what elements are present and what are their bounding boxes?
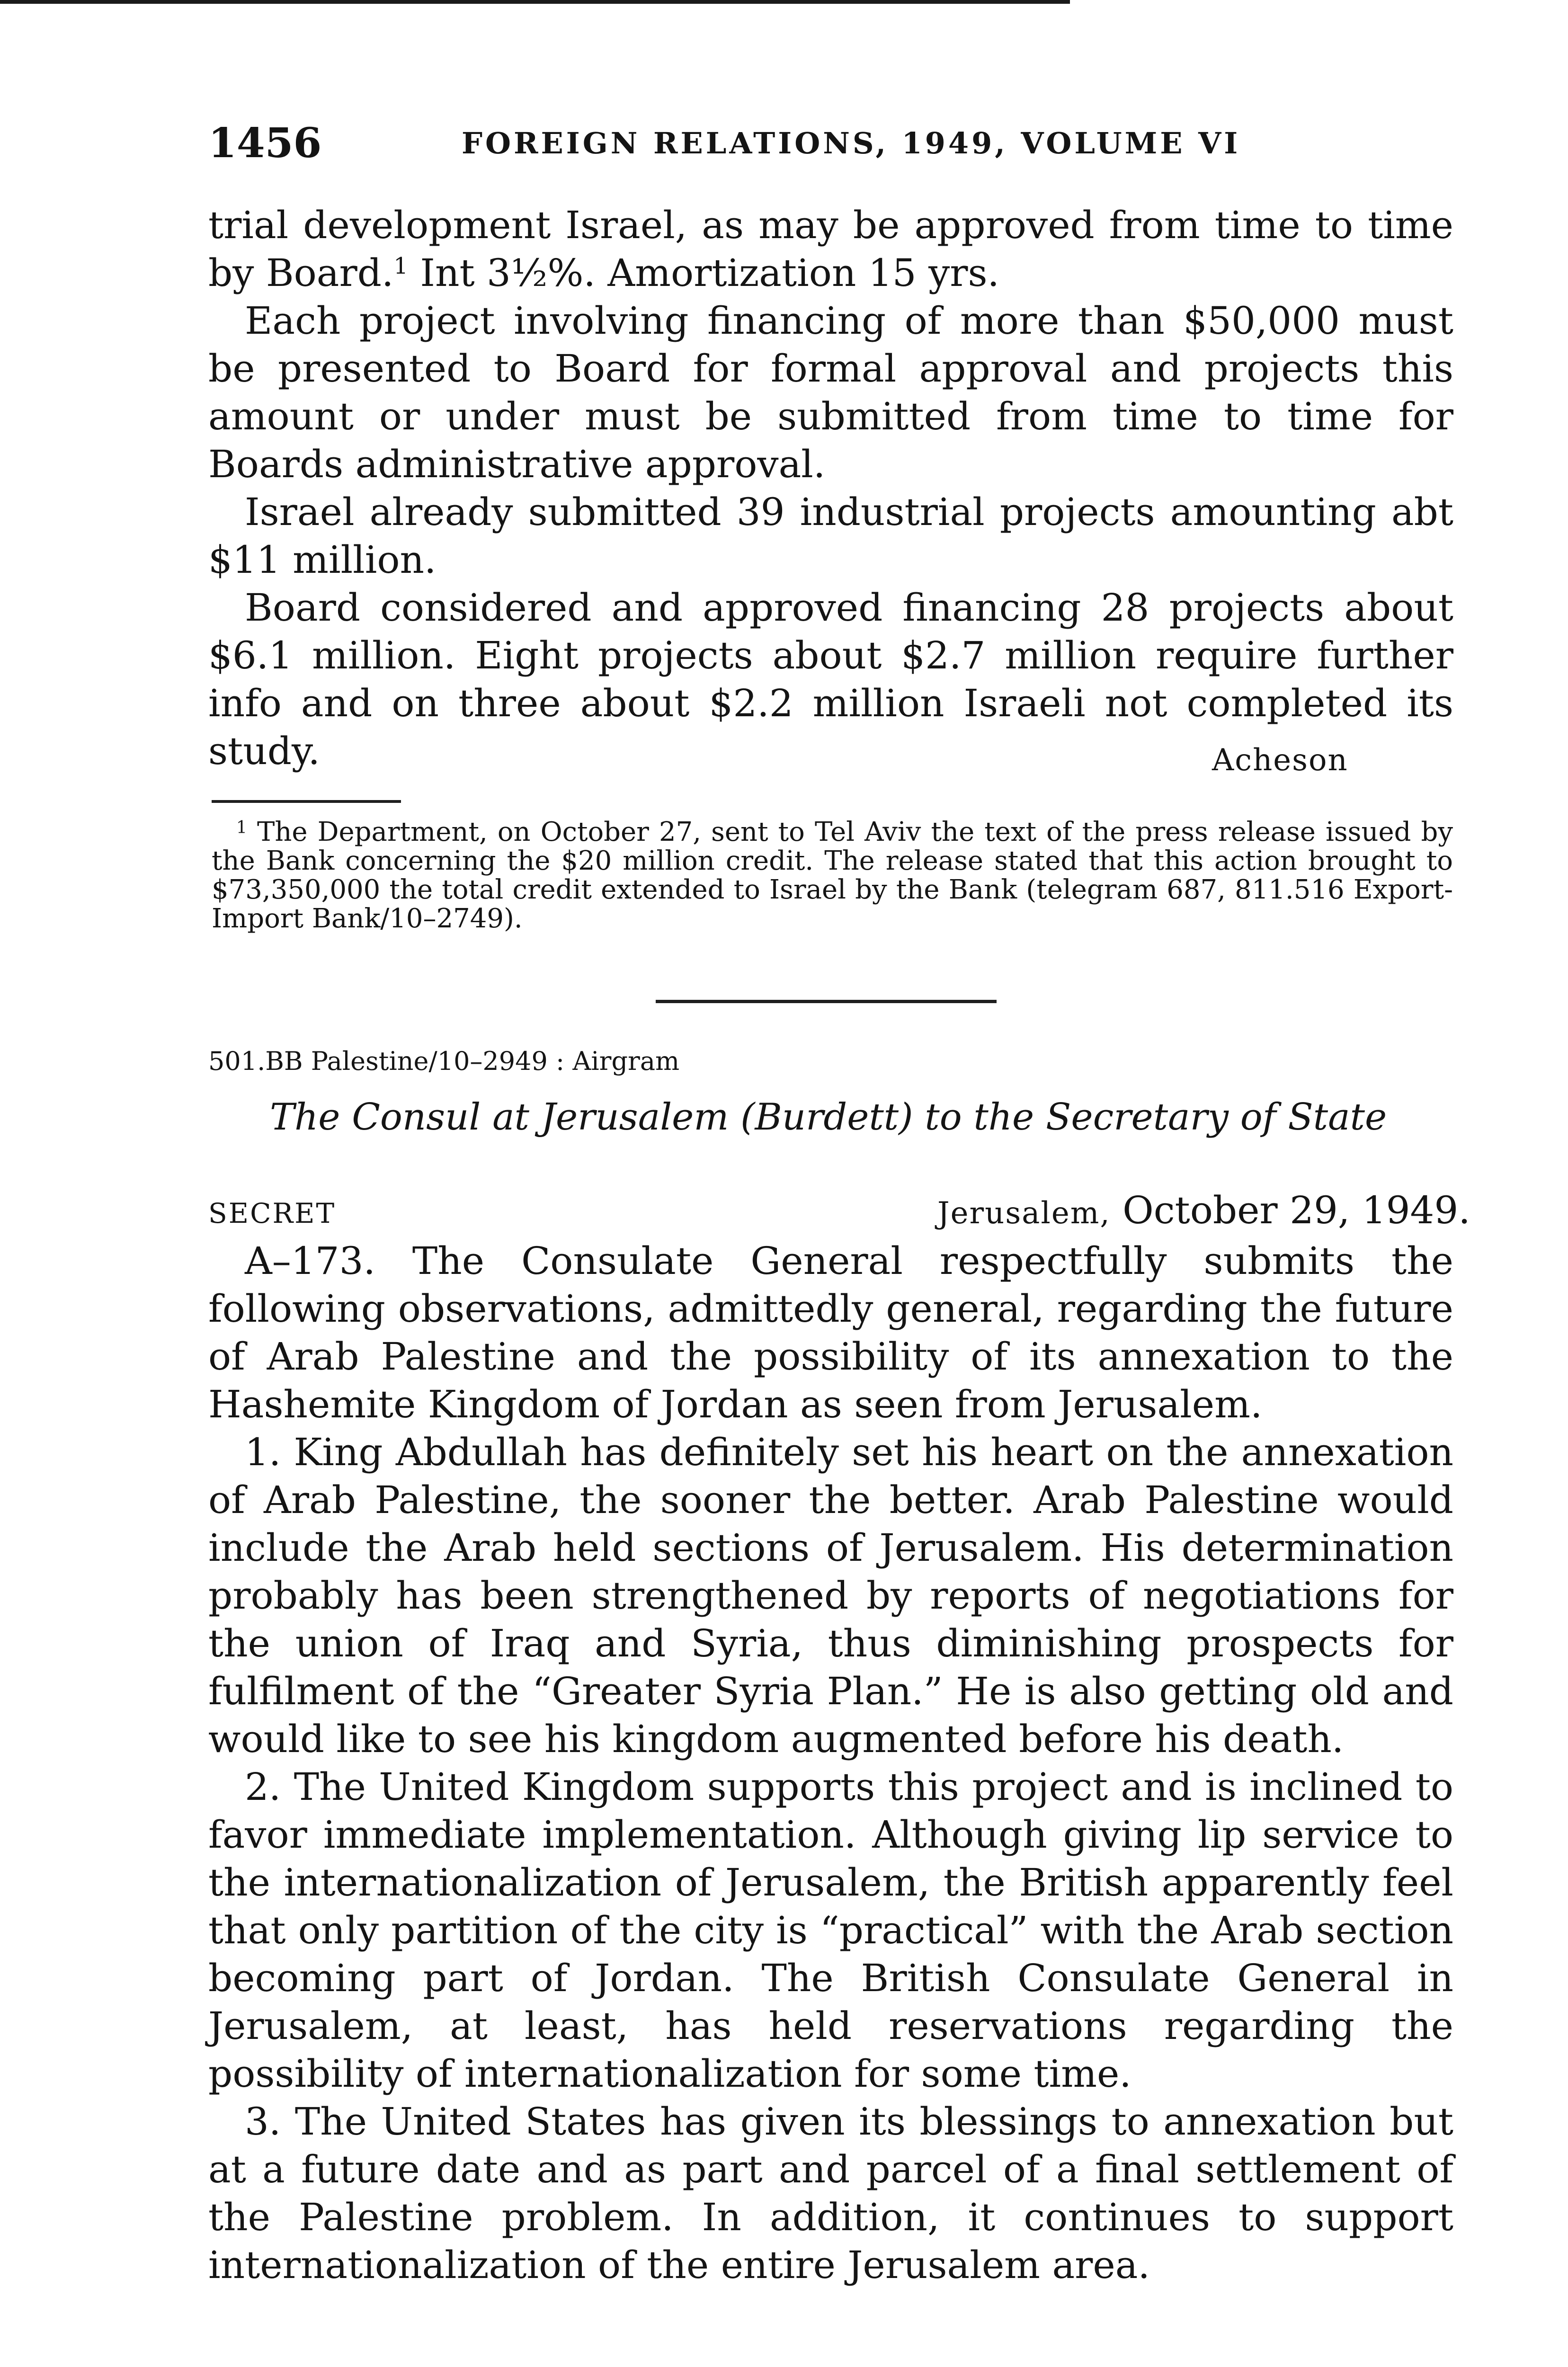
continued-telegram-text <box>208 201 1453 775</box>
running-head <box>208 117 1458 169</box>
dateline-place: Jerusalem, <box>937 1196 1111 1231</box>
continuation-paragraph: trial development Israel, as may be approved from time to time by Board.$^1$ Int 3½%. Amortization 15 yrs. <box>208 203 1453 295</box>
file-reference: 501.BB Palestine/10–2949 : Airgram <box>208 1046 680 1076</box>
paragraph: A–173. The Consulate General respectfully submits the following observations, admittedly general, regarding the future of Arab Palestine and the possibility of its annexation to the Hashemite Kingdom of Jordan as seen from Jerusalem. <box>208 1239 1453 1426</box>
footnote <box>212 813 1453 933</box>
footnote-text: The Department, on October 27, sent to Tel Aviv the text of the press release issued by the Bank concerning the $20 million credit. The release stated that this action brought to $73,350,000 the total credit extended to Israel by the Bank (telegram 687, 811.516 Export-Import Bank/10–2749). <box>212 817 1453 934</box>
dateline-date: October 29, 1949. <box>1110 1188 1470 1232</box>
paragraph: Each project involving financing of more than $50,000 must be presented to Board for formal approval and projects this amount or under must be submitted from time to time for Boards administrative approval. <box>208 299 1453 486</box>
paragraph: Israel already submitted 39 industrial projects amounting abt $11 million. <box>208 490 1453 582</box>
paragraph: 3. The United States has given its blessings to annexation but at a future date and as part and parcel of a final settlement of the Palestine problem. In addition, it continues to support internationalization of the entire Jerusalem area. <box>208 2100 1453 2287</box>
paragraph: 2. The United Kingdom supports this project and is inclined to favor immediate implementation. Although giving lip service to the internationalization of Jerusalem, the British apparently feel that only partition of the city is “practical” with the Arab section becoming part of Jordan. The British Consulate General in Jerusalem, at least, has held reservations regarding the possibility of internationalization for some time. <box>208 1765 1453 2096</box>
dateline <box>937 1187 1470 1237</box>
paragraph: 1. King Abdullah has definitely set his heart on the annexation of Arab Palestine, the sooner the better. Arab Palestine would include the Arab held sections of Jerusalem. His determination probably has been strengthened by reports of negotiations for the union of Iraq and Syria, thus diminishing prospects for fulfilment of the “Greater Syria Plan.” He is also getting old and would like to see his kingdom augmented before his death. <box>208 1430 1453 1761</box>
classification-label: SECRET <box>208 1197 336 1229</box>
document-heading: The Consul at Jerusalem (Burdett) to the Secretary of State <box>270 1096 1387 1139</box>
page-number: 1456 <box>208 119 322 167</box>
airgram-body <box>208 1237 1453 2289</box>
signature: Acheson <box>1212 743 1348 778</box>
top-edge-rule <box>0 0 1070 4</box>
paragraph: Board considered and approved financing 28 projects about $6.1 million. Eight projects about $2.7 million require further info and on three about $2.2 million Israeli not completed its study. <box>208 586 1453 773</box>
section-divider <box>656 1000 997 1003</box>
footnote-reference: 1 <box>393 253 408 279</box>
running-title: FOREIGN RELATIONS, 1949, VOLUME VI <box>462 126 1241 160</box>
footnote-number: 1 <box>236 818 247 837</box>
footnote-divider <box>212 800 401 803</box>
